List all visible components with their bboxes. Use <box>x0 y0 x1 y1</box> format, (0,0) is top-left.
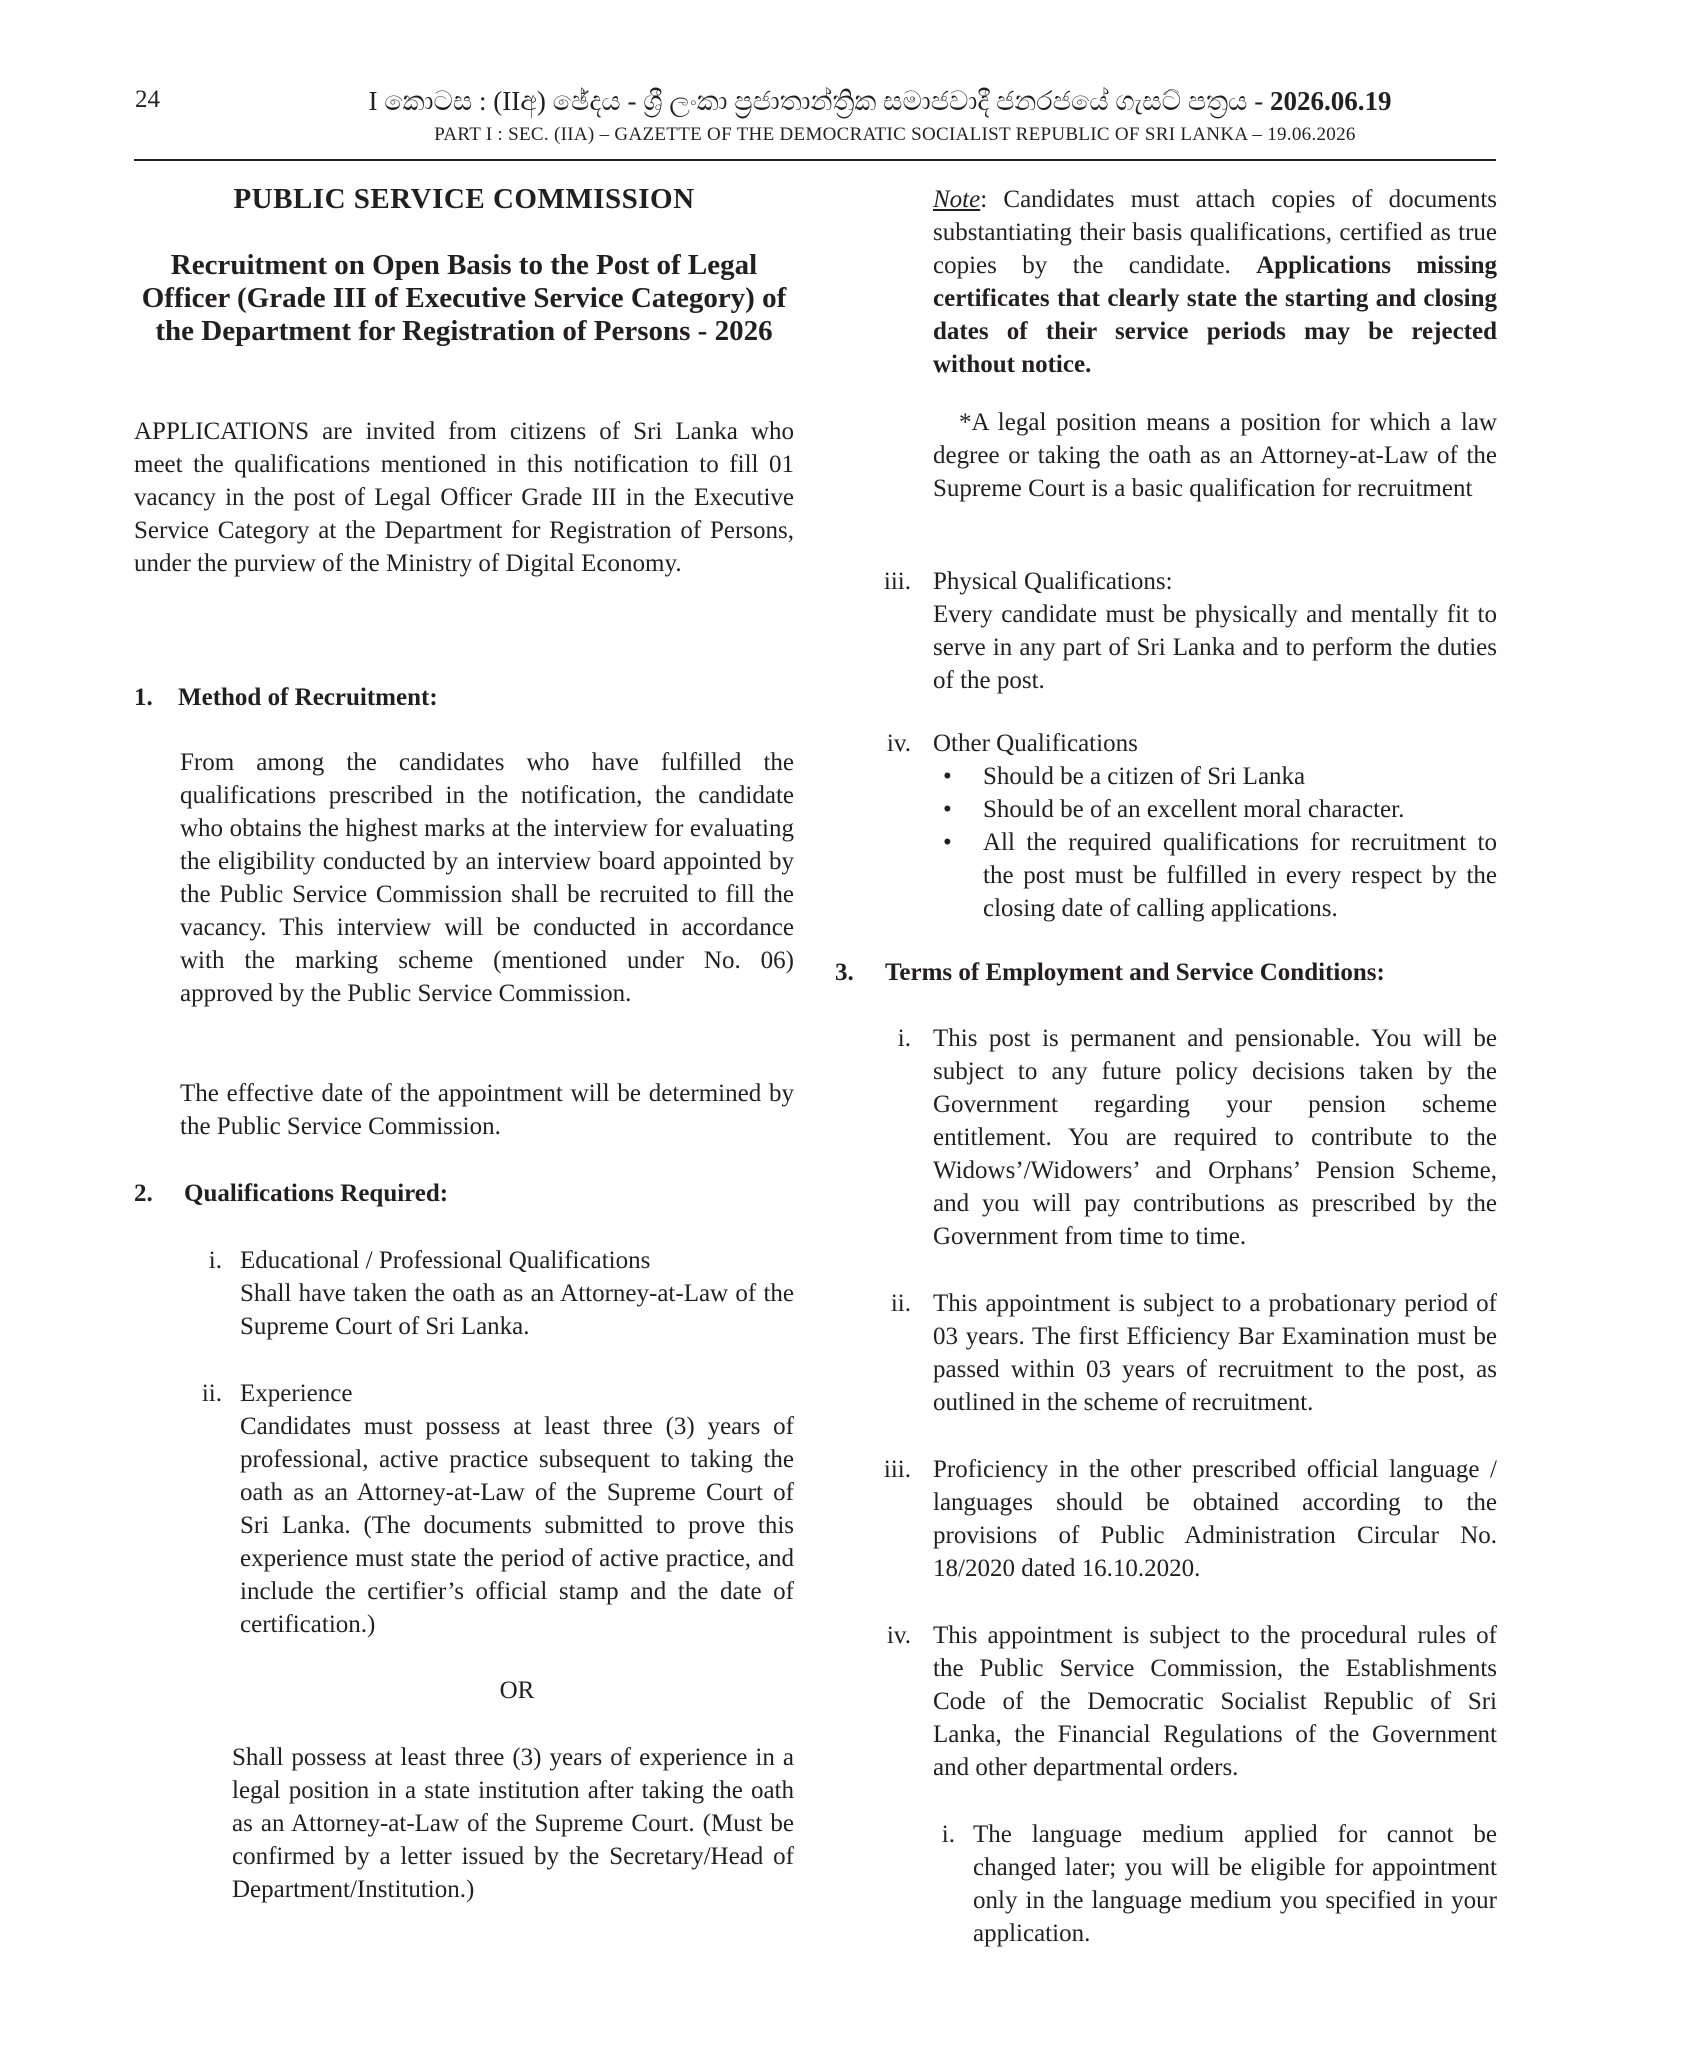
terms-iii-number: iii. <box>883 1456 911 1483</box>
section-1-paragraph-2: The effective date of the appointment will be determined by the Public Service Commission. <box>180 1080 794 1140</box>
bullet-dot-icon: • <box>943 763 952 790</box>
terms-i-number: i. <box>897 1025 911 1052</box>
or-separator: OR <box>499 1677 535 1704</box>
terms-sub-i-number: i. <box>941 1821 955 1848</box>
terms-sub-i-text: The language medium applied for cannot be changed later; you will be eligible for appointment only in the language medium you specified in your application. <box>973 1821 1497 1947</box>
post-title: Recruitment on Open Basis to the Post of Legal Officer (Grade III of Executive Service Category) of the Department for Registration of Persons - 2026 <box>141 249 787 347</box>
header-sinhala-title <box>0 86 1700 118</box>
qual-iii-number: iii. <box>883 568 911 595</box>
section-2-i-title: Educational / Professional Qualifications <box>240 1247 651 1274</box>
org-title: PUBLIC SERVICE COMMISSION <box>233 183 695 215</box>
section-3-number: 3. <box>835 959 854 986</box>
qual-iv-title: Other Qualifications <box>933 730 1138 757</box>
header-sinhala-text: I කොටස : (IIඅ) ඡේදය - ශ්‍රී ලංකා ප්‍රජාතාන්ත්‍රික සමාජවාදී ජනරජයේ ගැසට් පත්‍රය - <box>368 86 1270 116</box>
section-1-title: Method of Recruitment: <box>178 684 438 711</box>
terms-iii-text: Proficiency in the other prescribed official language / languages should be obtained according to the provisions of Public Administration Circular No. 18/2020 dated 16.10.2020. <box>933 1456 1497 1582</box>
section-2-ii-text: Candidates must possess at least three (3) years of professional, active practice subsequent to taking the oath as an Attorney-at-Law of the Supreme Court of Sri Lanka. (The documents submitted to prove this experience must state the period of active practice, and include the certifier’s official stamp and the date of certification.) <box>240 1413 794 1638</box>
intro-paragraph: APPLICATIONS are invited from citizens of Sri Lanka who meet the qualifications mentioned in this notification to fill 01 vacancy in the post of Legal Officer Grade III in the Executive Service Category at the Department for Registration of Persons, under the purview of the Ministry of Digital Economy. <box>134 418 794 577</box>
note-paragraph <box>933 183 1497 381</box>
terms-iv-text: This appointment is subject to the procedural rules of the Public Service Commission, the Establishments Code of the Democratic Socialist Republic of Sri Lanka, the Financial Regulations of the Government and other departmental orders. <box>933 1622 1497 1781</box>
terms-ii-text: This appointment is subject to a probationary period of 03 years. The first Efficiency Bar Examination must be passed within 03 years of recruitment to the post, as outlined in the scheme of recruitment. <box>933 1290 1497 1416</box>
legal-position-definition: *A legal position means a position for which a law degree or taking the oath as an Attorney-at-Law of the Supreme Court is a basic qualification for recruitment <box>933 409 1497 502</box>
section-2-ii-number: ii. <box>201 1380 222 1407</box>
section-1-paragraph-1: From among the candidates who have fulfilled the qualifications prescribed in the notification, the candidate who obtains the highest marks at the interview for evaluating the eligibility conducted by an interview board appointed by the Public Service Commission shall be recruited to fill the vacancy. This interview will be conducted in accordance with the marking scheme (mentioned under No. 06) approved by the Public Service Commission. <box>180 749 794 1007</box>
section-2-i-number: i. <box>208 1247 222 1274</box>
note-colon: : <box>980 186 988 213</box>
qual-iii-text: Every candidate must be physically and mentally fit to serve in any part of Sri Lanka and to perform the duties of the post. <box>933 601 1497 694</box>
bullet-text: Should be a citizen of Sri Lanka <box>983 763 1306 790</box>
header-rule <box>134 159 1496 161</box>
bullet-dot-icon: • <box>943 829 952 856</box>
section-1-number: 1. <box>134 684 153 711</box>
terms-iv-number: iv. <box>886 1622 911 1649</box>
header-english-title: PART I : SEC. (IIA) – GAZETTE OF THE DEMOCRATIC SOCIALIST REPUBLIC OF SRI LANKA – 19.06.2026 <box>434 124 1356 145</box>
bullet-text: All the required qualifications for recruitment to the post must be fulfilled in every respect by the closing date of calling applications. <box>983 829 1497 922</box>
section-2-title: Qualifications Required: <box>184 1180 449 1207</box>
page-number: 24 <box>135 86 160 113</box>
qual-iv-number: iv. <box>886 730 911 757</box>
section-2-number: 2. <box>134 1180 153 1207</box>
bullet-text: Should be of an excellent moral character. <box>983 796 1405 823</box>
terms-ii-number: ii. <box>890 1290 911 1317</box>
terms-i-text: This post is permanent and pensionable. You will be subject to any future policy decisions taken by the Government regarding your pension scheme entitlement. You are required to contribute to the Widows’/Widowers’ and Orphans’ Pension Scheme, and you will pay contributions as prescribed by the Government from time to time. <box>933 1025 1497 1250</box>
section-3-title: Terms of Employment and Service Conditions: <box>885 959 1385 986</box>
bullet-dot-icon: • <box>943 796 952 823</box>
section-2-ii-alternative: Shall possess at least three (3) years of experience in a legal position in a state institution after taking the oath as an Attorney-at-Law of the Supreme Court. (Must be confirmed by a letter issued by the Secretary/Head of Department/Institution.) <box>232 1744 794 1903</box>
note-label: Note <box>933 186 981 213</box>
note-text: Candidates must attach copies of documents substantiating their basis qualifications, certified as true copies by the candidate. <box>933 186 1497 279</box>
section-2-ii-title: Experience <box>240 1380 353 1407</box>
header-sinhala-date: 2026.06.19 <box>1269 86 1392 116</box>
note-bold-text: Applications missing certificates that clearly state the starting and closing dates of their service periods may be rejected without notice. <box>933 252 1497 378</box>
qual-iii-title: Physical Qualifications: <box>933 568 1173 595</box>
section-2-i-text: Shall have taken the oath as an Attorney-at-Law of the Supreme Court of Sri Lanka. <box>240 1280 794 1340</box>
